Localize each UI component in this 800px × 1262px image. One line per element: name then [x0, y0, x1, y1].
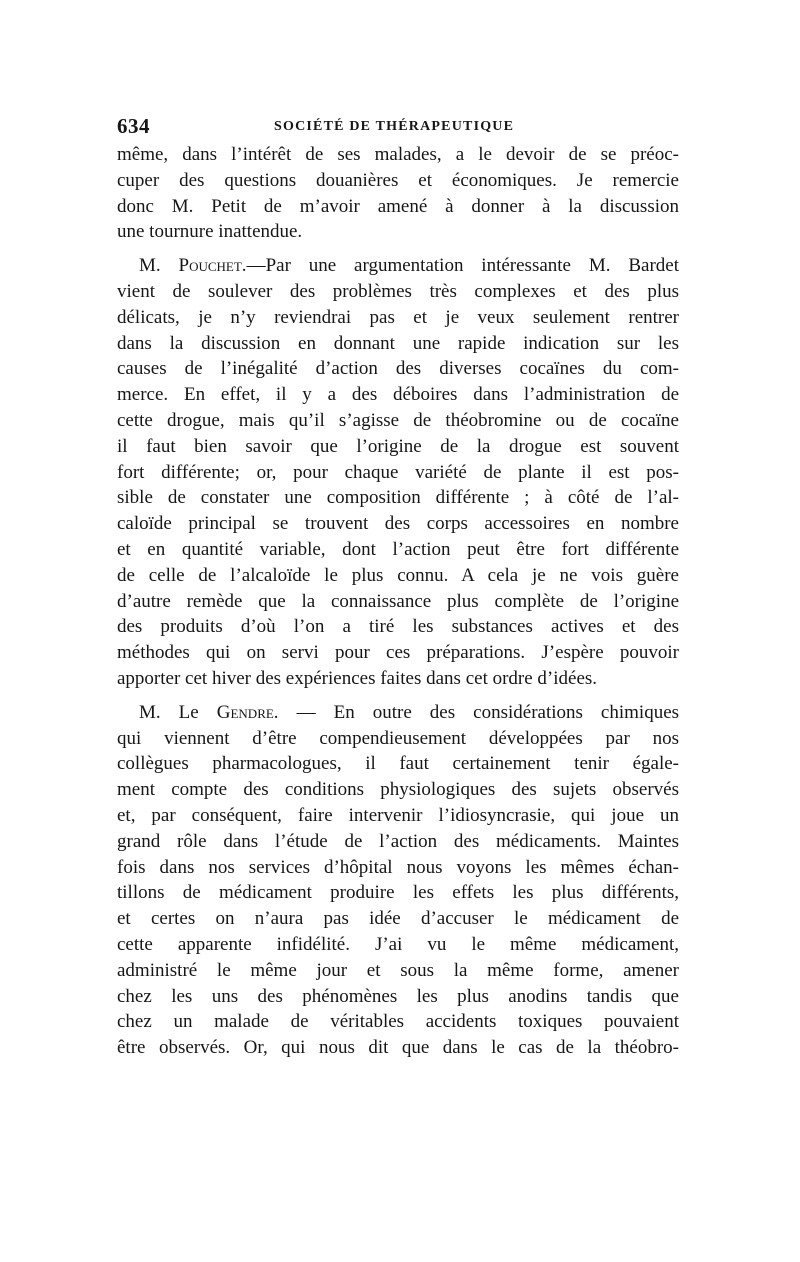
text-line: méthodes qui on servi pour ces préparations. J’espère pouvoir: [117, 642, 679, 664]
paragraph-le-gendre: [117, 700, 679, 1061]
text-line: de celle de l’alcaloïde le plus connu. A cela je ne vois guère: [117, 564, 679, 586]
text-line: fort différente; or, pour chaque variété de plante il est pos-: [117, 461, 679, 483]
text-line: et en quantité variable, dont l’action peut être fort différente: [117, 538, 679, 560]
text-line: administré le même jour et sous la même forme, amener: [117, 959, 679, 981]
text-line: il faut bien savoir que l’origine de la drogue est souvent: [117, 435, 679, 457]
text-line: tillons de médicament produire les effets les plus différents,: [117, 882, 679, 904]
text-line: chez un malade de véritables accidents toxiques pouvaient: [117, 1011, 679, 1033]
text-line: cuper des questions douanières et économiques. Je remercie: [117, 169, 679, 191]
speaker-line: [117, 700, 679, 726]
text-line: merce. En effet, il y a des déboires dans l’administration de: [117, 384, 679, 406]
text-line: cette drogue, mais qu’il s’agisse de théobromine ou de cocaïne: [117, 409, 679, 431]
text-line: causes de l’inégalité d’action des diverses cocaïnes du com-: [117, 358, 679, 380]
text-line: des produits d’où l’on a tiré les substances actives et des: [117, 616, 679, 638]
book-page: [117, 108, 679, 1061]
text-line: ment compte des conditions physiologiques des sujets observés: [117, 779, 679, 801]
text-line: dans la discussion en donnant une rapide indication sur les: [117, 332, 679, 354]
text-line: collègues pharmacologues, il faut certainement tenir égale-: [117, 753, 679, 775]
text-line: sible de constater une composition différente ; à côté de l’al-: [117, 487, 679, 509]
speaker-text: —Par une argumentation intéressante M. Bardet: [246, 255, 679, 277]
text-line: cette apparente infidélité. J’ai vu le même médicament,: [117, 933, 679, 955]
text-line: chez les uns des phénomènes les plus anodins tandis que: [117, 985, 679, 1007]
text-line: délicats, je n’y reviendrai pas et je veux seulement rentrer: [117, 306, 679, 328]
running-head: [117, 108, 679, 142]
text-line: et, par conséquent, faire intervenir l’idiosyncrasie, qui joue un: [117, 804, 679, 826]
text-line: qui viennent d’être compendieusement développées par nos: [117, 727, 679, 749]
paragraph-continuation: [117, 142, 679, 245]
speaker-name: Gendre.: [216, 701, 279, 723]
speaker-name: Pouchet.: [178, 255, 247, 277]
text-line: fois dans nos services d’hôpital nous voyons les mêmes échan-: [117, 856, 679, 878]
text-line: vient de soulever des problèmes très complexes et des plus: [117, 280, 679, 302]
text-line: et certes on n’aura pas idée d’accuser le médicament de: [117, 908, 679, 930]
text-line: caloïde principal se trouvent des corps accessoires en nombre: [117, 513, 679, 535]
text-line: une tournure inattendue.: [117, 221, 303, 243]
text-line: même, dans l’intérêt de ses malades, a le devoir de se préoc-: [117, 144, 679, 165]
running-title: SOCIÉTÉ DE THÉRAPEUTIQUE: [274, 119, 515, 134]
speaker-line: [117, 253, 679, 279]
text-line: être observés. Or, qui nous dit que dans le cas de la théobro-: [117, 1037, 679, 1059]
paragraph-pouchet: [117, 253, 679, 692]
text-line: apporter cet hiver des expériences faites dans cet ordre d’idées.: [117, 667, 598, 689]
speaker-prefix: M.: [139, 255, 161, 277]
text-line: donc M. Petit de m’avoir amené à donner à la discussion: [117, 195, 679, 217]
speaker-text: — En outre des considérations chimiques: [296, 701, 680, 723]
page-number: 634: [117, 114, 150, 138]
speaker-prefix: M. Le: [139, 701, 199, 723]
text-line: grand rôle dans l’étude de l’action des médicaments. Maintes: [117, 830, 679, 852]
text-line: d’autre remède que la connaissance plus complète de l’origine: [117, 590, 679, 612]
